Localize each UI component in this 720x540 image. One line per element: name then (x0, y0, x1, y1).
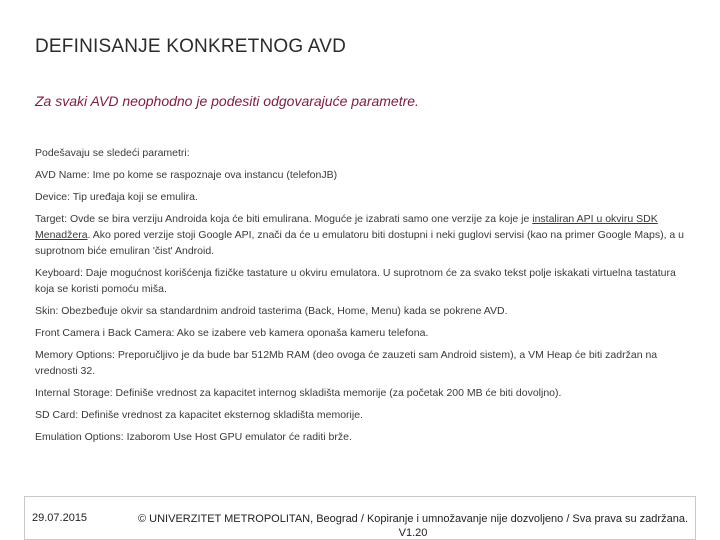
intro-text: Podešavaju se sledeći parametri: (35, 147, 190, 159)
param-camera: Front Camera i Back Camera: Ako se izabere veb kamera oponaša kameru telefona. (35, 327, 429, 339)
slide-title: DEFINISANJE KONKRETNOG AVD (35, 36, 347, 57)
param-emulation: Emulation Options: Izaborom Use Host GPU emulator će raditi brže. (35, 431, 352, 443)
param-avd-name: AVD Name: Ime po kome se raspoznaje ova instancu (telefonJB) (35, 169, 338, 181)
target-text-after: . Ako pored verzije stoji Google API, znači da će u emulatoru biti dostupni i neki guglovi servisi (kao na primer Google Maps), a u suprotnom biće emuliran 'čist' Android. (35, 229, 685, 257)
param-target (35, 211, 695, 259)
param-internal-storage: Internal Storage: Definiše vrednost za kapacitet internog skladišta memorije (za početak 200 MB će biti dovoljno). (35, 387, 562, 399)
param-skin: Skin: Obezbeđuje okvir sa standardnim android tasterima (Back, Home, Menu) kada se pokrene AVD. (35, 305, 508, 317)
footer-copyright: © UNIVERZITET METROPOLITAN, Beograd / Kopiranje i umnožavanje nije dozvoljeno / Sva prava su zadržana. V1.20 (138, 513, 688, 539)
slide-footer (24, 496, 696, 540)
param-sd-card: SD Card: Definiše vrednost za kapacitet eksternog skladišta memorije. (35, 409, 363, 421)
param-keyboard: Keyboard: Daje mogućnost korišćenja fizičke tastature u okviru emulatora. U suprotnom će za svako tekst polje iskakati virtuelna tastatura koja se koristi pomoću miša. (35, 267, 676, 295)
param-memory: Memory Options: Preporučljivo je da bude bar 512Mb RAM (deo ovoga će zauzeti sam Android sistem), a VM Heap će biti zadržan na vrednosti 32. (35, 349, 658, 377)
slide-subtitle: Za svaki AVD neophodno je podesiti odgovarajuće parametre. (35, 93, 419, 109)
footer-date: 29.07.2015 (32, 512, 88, 524)
target-text-before: Target: Ovde se bira verziju Androida koja će biti emulirana. Moguće je izabrati samo one verzije za koje je (35, 213, 533, 225)
param-device: Device: Tip uređaja koji se emulira. (35, 191, 198, 203)
slide-body (35, 145, 695, 451)
sdk-manager-link[interactable]: instaliran API u okviru SDK Menadžera (35, 213, 658, 241)
